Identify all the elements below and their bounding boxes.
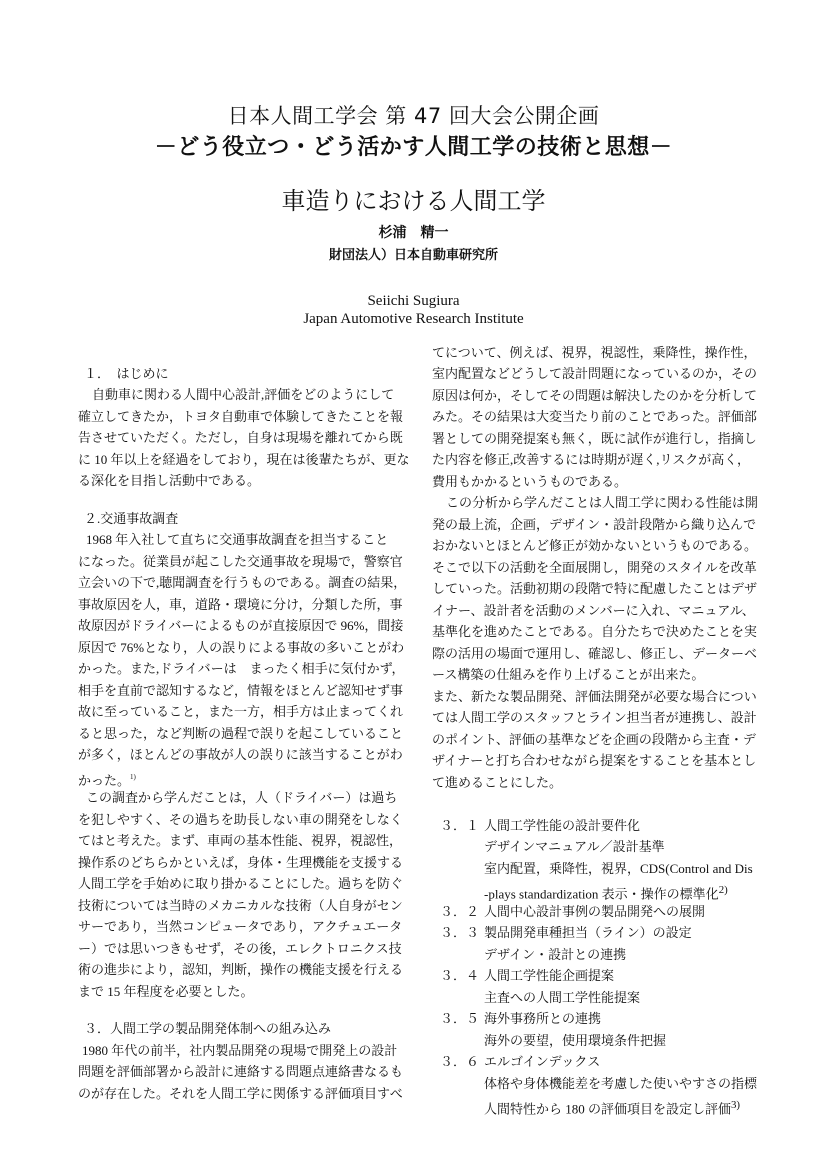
paragraph-line: が多く，ほとんどの事故が人の誤りに該当することがわ: [78, 747, 403, 762]
paragraph-line: る深化を目指し活動中である。: [78, 473, 261, 488]
item-detail: [484, 882, 728, 902]
paragraph-line: 原因は何か，そしてその問題は解決したのかを分析して: [432, 388, 758, 403]
paragraph-line: 費用もかかるというものである。: [432, 474, 628, 489]
paragraph-line: おかないとほとんど修正が効かないというものである。: [432, 538, 758, 553]
item-detail-text: -plays standardization 表示・操作の標準化: [484, 886, 719, 902]
paragraph-line: を犯しやすく、その過ちを助長しない車の開発をしなく: [78, 812, 403, 827]
item-detail: 主査への人間工学性能提案: [484, 990, 641, 1005]
paragraph-line: 術の進歩により，認知，判断，操作の機能支援を行える: [78, 962, 404, 977]
paragraph-line: まで 15 年程度を必要とした。: [78, 984, 254, 999]
paragraph-line: 相手を直前で認知するなど，情報をほとんど認知せず事: [78, 683, 404, 698]
paragraph-line: また、新たな製品開発、評価法開発が必要な場合につい: [432, 689, 757, 704]
item-detail: デザイン・設計との連携: [484, 947, 627, 962]
paragraph-line: ース構築の仕組みを作り上げることが出来た。: [432, 667, 705, 682]
paragraph-line: 故原因がドライバーによるものが直接原因で 96%，間接: [78, 618, 404, 633]
footnote-ref-1: 1): [130, 773, 136, 781]
paragraph-line: 人間工学を手始めに取り掛かることにした。過ちを防ぐ: [78, 876, 404, 891]
paragraph-line: ると思った，など判断の過程で誤りを起こしていること: [78, 726, 404, 741]
paragraph-line: てについて、例えば、視界，視認性，乗降性，操作性，: [432, 345, 757, 360]
item-title: 製品開発車種担当（ライン）の設定: [484, 925, 692, 940]
paragraph-line: ては人間工学のスタッフとライン担当者が連携し、設計: [432, 710, 757, 725]
paragraph-line: サーであり，当然コンピュータであり，アクチュエータ: [78, 919, 403, 934]
item-number: ３．３: [440, 925, 480, 940]
paragraph-line: 自動車に関わる人間中心設計,評価をどのようにして: [92, 387, 395, 402]
paragraph-line: になった。従業員が起こした交通事故を現場で，警察官: [78, 554, 403, 569]
author-name-ja: 杉浦 精一: [378, 225, 449, 241]
section-heading-2: ２.交通事故調査: [84, 511, 179, 526]
section-heading-1: １． はじめに: [84, 366, 169, 381]
paragraph-line: のポイント、評価の基準などを企画の段階から主査・デ: [432, 732, 756, 747]
item-detail: デザインマニュアル／設計基準: [484, 839, 665, 854]
item-detail: [484, 1097, 740, 1117]
item-title: 人間工学性能企画提案: [484, 968, 615, 983]
paragraph-line: 告させていただく。ただし，自身は現場を離れてから既: [78, 430, 403, 445]
item-detail: 体格や身体機能差を考慮した使いやすさの指標: [484, 1076, 758, 1091]
paragraph-line: ー）では思いつきもせず，その後，エレクトロニクス技: [78, 941, 402, 956]
item-number: ３．１: [440, 818, 480, 833]
paragraph-line: て進めることにした。: [432, 775, 563, 790]
paragraph-line: 立会いの下で,聴聞調査を行うものである。調査の結果，: [78, 575, 407, 590]
item-title: エルゴインデックス: [484, 1054, 601, 1069]
paragraph-text: かった。: [78, 773, 131, 788]
item-title: 人間工学性能の設計要件化: [484, 818, 641, 833]
conference-subtitle: －どう役立つ・どう活かす人間工学の技術と思想－: [154, 135, 673, 160]
paragraph-line: 発の最上流，企画，デザイン・設計段階から織り込んで: [432, 517, 757, 532]
item-number: ３．２: [440, 904, 480, 919]
paragraph-line: [78, 769, 136, 789]
item-number: ３．６: [440, 1054, 480, 1069]
paragraph-line: 際の活用の場面で運用し、確認し、修正し、データーベ: [432, 646, 758, 661]
paragraph-line: そこで以下の活動を全面展開し，開発のスタイルを改革: [432, 560, 757, 575]
author-name-en: Seiichi Sugiura: [367, 293, 460, 309]
paragraph-line: 署としての開発提案も無く，既に試作が進行し，指摘し: [432, 431, 757, 446]
paragraph-line: 基準化を進めたことである。自分たちで決めたことを実: [432, 624, 757, 639]
paragraph-line: 確立してきたか，トヨタ自動車で体験してきたことを報: [78, 409, 404, 424]
paragraph-line: みた。その結果は大変当たり前のことであった。評価部: [432, 409, 757, 424]
affiliation-en: Japan Automotive Research Institute: [303, 311, 524, 327]
paragraph-line: かった。また,ドライバーは まったく相手に気付かず，: [78, 661, 405, 676]
footnote-ref-2: 2): [718, 884, 728, 896]
paper-title: 車造りにおける人間工学: [281, 187, 546, 215]
paragraph-line: のが存在した。それを人間工学に関係する評価項目すべ: [78, 1086, 403, 1101]
paragraph-line: 操作系のどちらかといえば，身体・生理機能を支援する: [78, 855, 404, 870]
footnote-ref-3: 3): [731, 1099, 741, 1111]
paragraph-line: てはと考えた。まず、車両の基本性能、視界，視認性，: [78, 833, 402, 848]
item-detail: 室内配置，乗降性，視界，CDS(Control and Dis: [484, 861, 753, 876]
paragraph-line: ザイナーと打ち合わせながら提案をすることを基本とし: [432, 753, 757, 768]
item-number: ３．５: [440, 1011, 480, 1026]
paragraph-line: 室内配置などどうして設計問題になっているのか，その: [432, 366, 758, 381]
item-title: 海外事務所との連携: [484, 1011, 602, 1026]
paragraph-line: た内容を修正,改善するには時期が遅く,リスクが高く，: [432, 452, 750, 467]
paragraph-line: 技術については当時のメカニカルな技術（人自身がセン: [78, 898, 403, 913]
item-title: 人間中心設計事例の製品開発への展開: [484, 904, 706, 919]
paragraph-line: していった。活動初期の段階で特に配慮したことはデザ: [432, 581, 758, 596]
paragraph-line: イナー、設計者を活動のメンバーに入れ、マニュアル、: [432, 603, 755, 618]
paragraph-line: 故に至っていること，また一方，相手方は止まってくれ: [78, 704, 404, 719]
paragraph-line: この調査から学んだことは，人（ドライバー）は過ち: [86, 790, 398, 805]
paragraph-line: 1980 年代の前半，社内製品開発の現場で開発上の設計: [82, 1043, 398, 1058]
affiliation-ja: 財団法人）日本自動車研究所: [328, 248, 498, 263]
paragraph-line: に 10 年以上を経過をしており，現在は後輩たちが、更な: [78, 452, 410, 467]
item-detail: 海外の要望，使用環境条件把握: [484, 1033, 667, 1048]
conference-title: 日本人間工学会 第 47 回大会公開企画: [227, 104, 600, 128]
item-number: ３．４: [440, 968, 480, 983]
section-heading-3: ３．人間工学の製品開発体制への組み込み: [84, 1021, 332, 1036]
paragraph-line: 問題を評価部署から設計に連絡する問題点連絡書なるも: [78, 1064, 404, 1079]
paragraph-line: 事故原因を人，車，道路・環境に分け，分類した所，事: [78, 597, 403, 612]
paragraph-line: 原因で 76%となり，人の誤りによる事故の多いことがわ: [78, 640, 405, 655]
item-detail-text: 人間特性から 180 の評価項目を設定し評価: [484, 1101, 732, 1117]
paragraph-line: この分析から学んだことは人間工学に関わる性能は開: [446, 495, 759, 510]
paragraph-line: 1968 年入社して直ちに交通事故調査を担当すること: [86, 532, 389, 547]
